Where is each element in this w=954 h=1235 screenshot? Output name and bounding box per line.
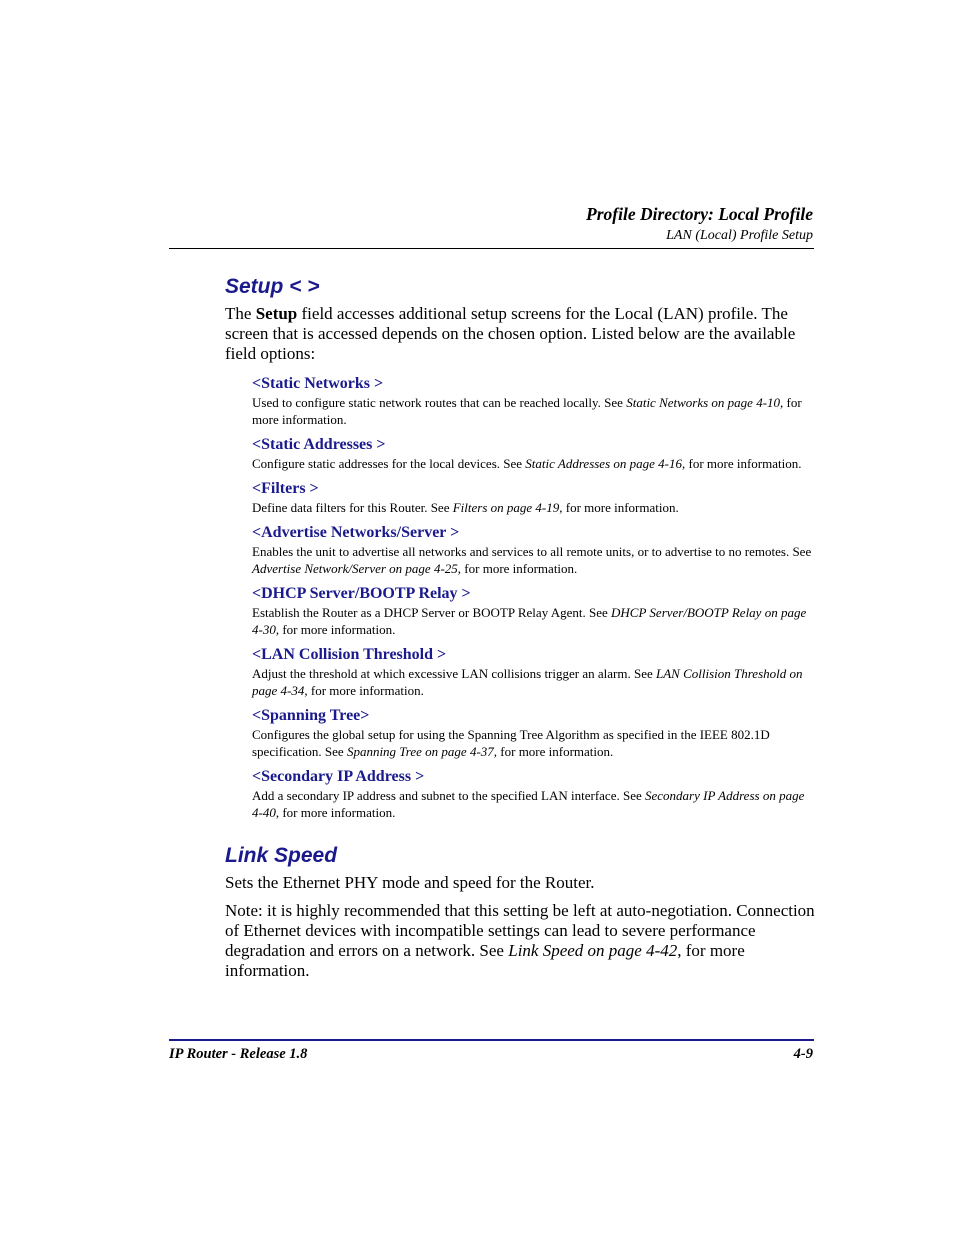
option-lan-collision-threshold bbox=[252, 645, 815, 699]
footer-rule bbox=[169, 1039, 814, 1041]
setup-intro-suffix: field accesses additional setup screens for the Local (LAN) profile. The screen that is accessed depends on the chosen option. Listed below are the available field options: bbox=[225, 304, 796, 363]
option-cross-reference: Static Networks on page 4-10, bbox=[626, 395, 784, 410]
link-speed-heading: Link Speed bbox=[225, 844, 338, 867]
option-text: Establish the Router as a DHCP Server or BOOTP Relay Agent. See bbox=[252, 605, 612, 620]
option-dhcp-server-bootp-relay bbox=[252, 584, 815, 638]
option-cross-reference: DHCP Server/BOOTP Relay on page 4-30 bbox=[252, 605, 807, 637]
option-description bbox=[252, 455, 815, 472]
option-description bbox=[252, 543, 815, 577]
option-description bbox=[252, 787, 815, 821]
option-title: <LAN Collision Threshold > bbox=[252, 646, 447, 663]
option-static-networks bbox=[252, 374, 815, 428]
page-content bbox=[225, 273, 815, 989]
option-title: <Static Addresses > bbox=[252, 436, 386, 453]
option-text: Define data filters for this Router. See bbox=[252, 500, 453, 515]
option-text: Configure static addresses for the local devices. See bbox=[252, 456, 526, 471]
running-header-subtitle: LAN (Local) Profile Setup bbox=[666, 228, 813, 243]
option-title: <Advertise Networks/Server > bbox=[252, 524, 460, 541]
option-description bbox=[252, 499, 815, 516]
option-filters bbox=[252, 479, 815, 516]
option-title: <Static Networks > bbox=[252, 375, 384, 392]
option-description bbox=[252, 726, 815, 760]
option-cross-reference: Static Addresses on page 4-16 bbox=[525, 456, 682, 471]
option-cross-reference: Filters on page 4-19 bbox=[452, 500, 560, 515]
setup-section bbox=[225, 273, 815, 821]
option-text-end: , for more information. bbox=[304, 683, 424, 698]
option-title: <Spanning Tree> bbox=[252, 707, 370, 724]
setup-intro bbox=[225, 304, 815, 364]
option-description bbox=[252, 394, 815, 428]
link-speed-cross-reference: Link Speed on page 4-42 bbox=[508, 941, 678, 960]
option-text-end: for more information. bbox=[497, 744, 614, 759]
link-speed-note-end: , for more information. bbox=[225, 941, 745, 980]
option-spanning-tree bbox=[252, 706, 815, 760]
option-advertise-networks-server bbox=[252, 523, 815, 577]
option-cross-reference: Spanning Tree on page 4-37, bbox=[346, 744, 498, 759]
link-speed-note-text: Note: it is highly recommended that this setting be left at auto-negotiation. Connection of Ethernet devices with incompatible settings can lead to severe performance degradation and errors on a network. See bbox=[225, 901, 815, 960]
option-text: Adjust the threshold at which excessive LAN collisions trigger an alarm. See bbox=[252, 666, 656, 681]
option-text: Configures the global setup for using the Spanning Tree Algorithm as specified in the IEEE 802.1D specification. See bbox=[252, 727, 770, 759]
setup-option-list bbox=[252, 374, 815, 821]
option-secondary-ip-address bbox=[252, 767, 815, 821]
option-text: Used to configure static network routes that can be reached locally. See bbox=[252, 395, 627, 410]
option-cross-reference: Advertise Network/Server on page 4-25 bbox=[252, 561, 458, 576]
option-description bbox=[252, 604, 815, 638]
setup-intro-bold: Setup bbox=[255, 304, 298, 323]
option-cross-reference: Secondary IP Address on page 4-40 bbox=[252, 788, 805, 820]
option-text-end: , for more information. bbox=[275, 805, 396, 820]
option-description bbox=[252, 665, 815, 699]
option-title: <Filters > bbox=[252, 480, 319, 497]
setup-intro-prefix: The bbox=[225, 304, 256, 323]
option-text-end: , for more information. bbox=[559, 500, 679, 515]
footer-page-number: 4-9 bbox=[793, 1046, 813, 1062]
setup-heading: Setup < > bbox=[225, 275, 320, 298]
option-text-end: , for more information. bbox=[275, 622, 396, 637]
link-speed-description: Sets the Ethernet PHY mode and speed for the Router. bbox=[225, 873, 595, 892]
option-text-end: , for more information. bbox=[457, 561, 578, 576]
option-title: <DHCP Server/BOOTP Relay > bbox=[252, 585, 471, 602]
option-title: <Secondary IP Address > bbox=[252, 768, 425, 785]
option-text: Enables the unit to advertise all networks and services to all remote units, or to advertise to no remotes. See bbox=[252, 544, 812, 559]
link-speed-section bbox=[225, 842, 815, 981]
running-header-title: Profile Directory: Local Profile bbox=[586, 204, 813, 224]
option-text-end: , for more information. bbox=[682, 456, 802, 471]
header-rule bbox=[169, 248, 814, 249]
option-static-addresses bbox=[252, 435, 815, 472]
footer-document-title: IP Router - Release 1.8 bbox=[169, 1046, 308, 1062]
link-speed-note bbox=[225, 901, 815, 981]
option-text-end: for more information. bbox=[252, 395, 802, 427]
option-text: Add a secondary IP address and subnet to the specified LAN interface. See bbox=[252, 788, 645, 803]
option-cross-reference: LAN Collision Threshold on page 4-34 bbox=[252, 666, 803, 698]
